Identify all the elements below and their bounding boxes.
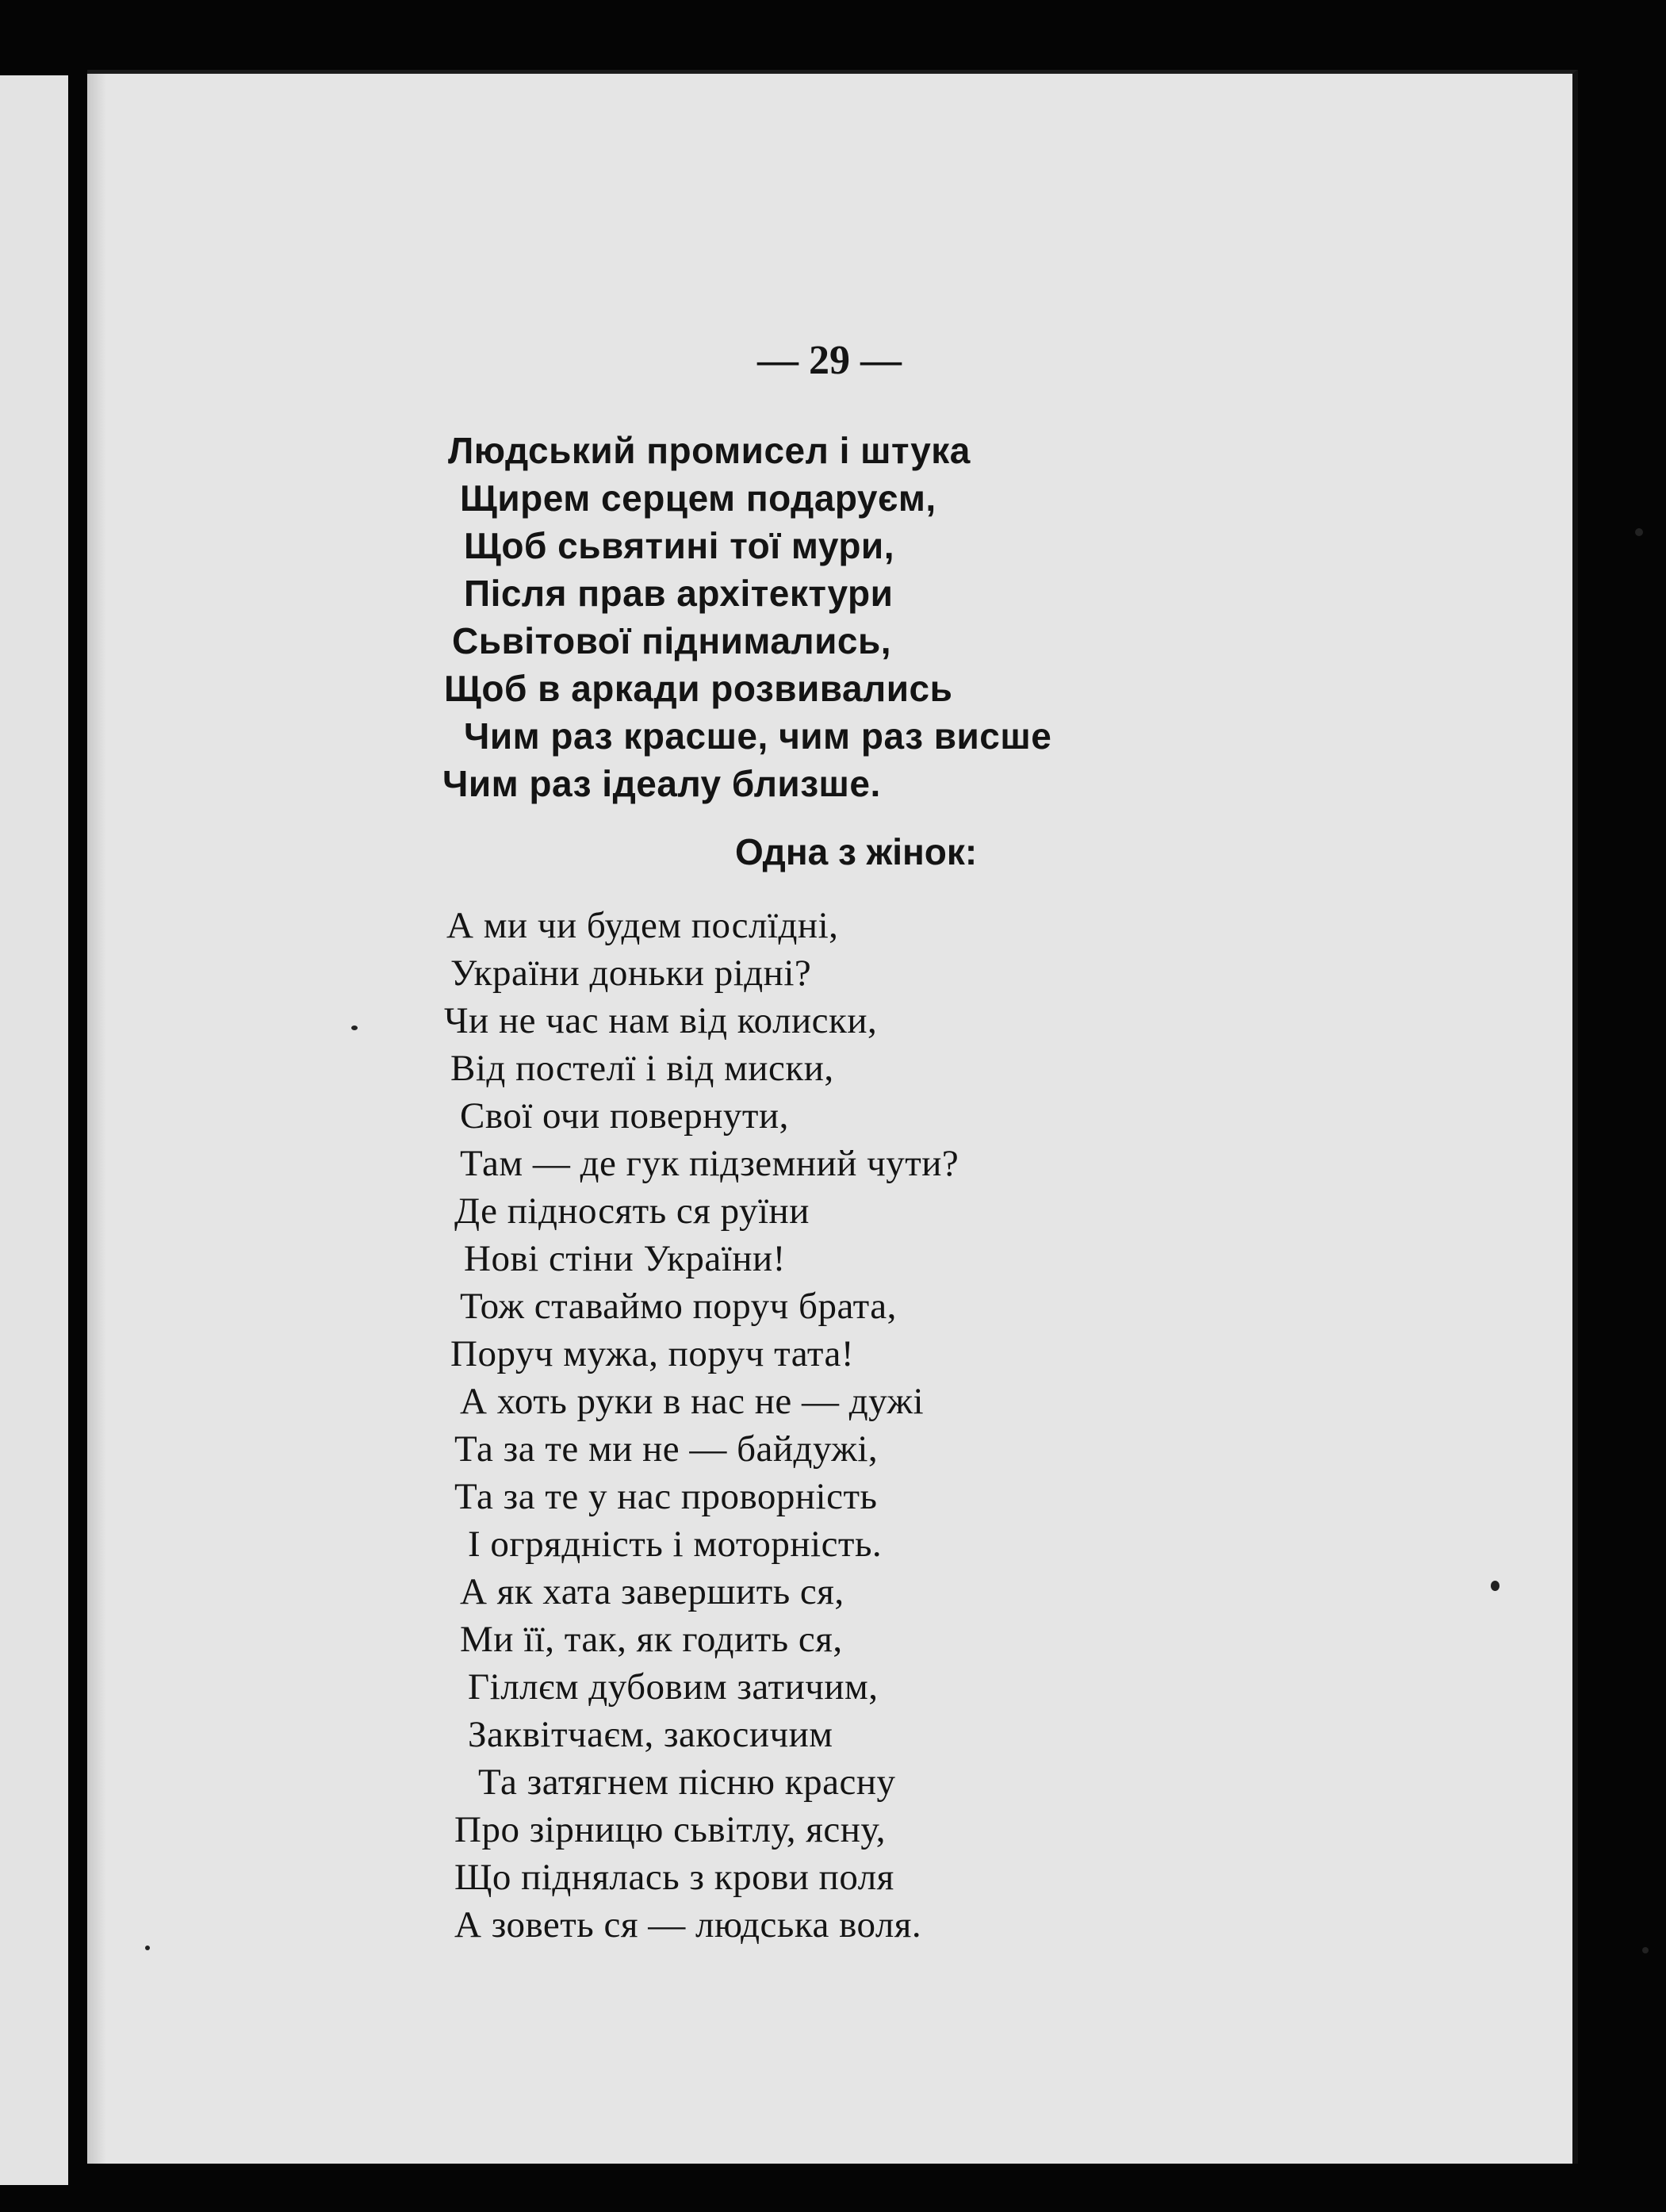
verse-line: Чим раз красше, чим раз висше [464, 715, 1052, 757]
verse-line: А як хата завершить ся, [460, 1571, 844, 1612]
verse-line: Де підносять ся руїни [454, 1190, 810, 1232]
verse-line: Про зірницю сьвітлу, ясну, [454, 1809, 886, 1850]
verse-line: Там — де гук підземний чути? [460, 1143, 959, 1184]
verse-line: Та за те у нас проворність [454, 1476, 878, 1517]
verse-line: Гіллєм дубовим затичим, [468, 1666, 879, 1708]
verse-line: Щирем серцем подаруєм, [460, 477, 936, 519]
page-gutter-shadow [87, 74, 106, 2164]
verse-line: Щоб в аркади розвивались [444, 668, 953, 709]
verse-line: Чи не час нам від колиски, [444, 1000, 878, 1041]
verse-line: І огрядність і моторність. [468, 1524, 883, 1565]
scan-speck [1491, 1581, 1499, 1591]
verse-line: Свої очи повернути, [460, 1095, 789, 1137]
scan-speck [145, 1946, 150, 1950]
verse-line: Від постелї і від миски, [450, 1048, 834, 1089]
verse-line: Тож ставаймо поруч брата, [460, 1286, 897, 1327]
verse-line: Заквітчаєм, закосичим [468, 1714, 833, 1755]
scan-speck [351, 1025, 358, 1030]
verse-line: А зоветь ся — людська воля. [454, 1904, 922, 1946]
page-number: — 29 — [757, 338, 902, 383]
verse-line: А хоть руки в нас не — дужі [460, 1381, 925, 1422]
verse-line: Ми її, так, як годить ся, [460, 1619, 843, 1660]
verse-line: Після прав архітектури [464, 573, 894, 614]
previous-page-edge [0, 75, 68, 2185]
verse-line: Що піднялась з крови поля [454, 1857, 894, 1898]
speaker-label: Одна з жінок: [735, 831, 978, 872]
scan-speck [1635, 528, 1643, 536]
verse-line: Поруч мужа, поруч тата! [450, 1333, 854, 1374]
verse-line: Сьвітової піднимались, [452, 620, 892, 661]
scan-speck [1642, 1947, 1649, 1953]
verse-line: України доньки рідні? [450, 953, 812, 994]
verse-line: А ми чи будем послїдні, [446, 905, 839, 946]
verse-line: Нові стіни України! [464, 1238, 786, 1279]
verse-line: Та затягнем пісню красну [478, 1762, 896, 1803]
verse-line: Людський промисел і штука [448, 430, 971, 471]
verse-line: Чим раз ідеалу близше. [442, 763, 881, 804]
verse-line: Щоб сьвятині тої мури, [464, 525, 894, 566]
verse-line: Та за те ми не — байдужі, [454, 1428, 879, 1470]
